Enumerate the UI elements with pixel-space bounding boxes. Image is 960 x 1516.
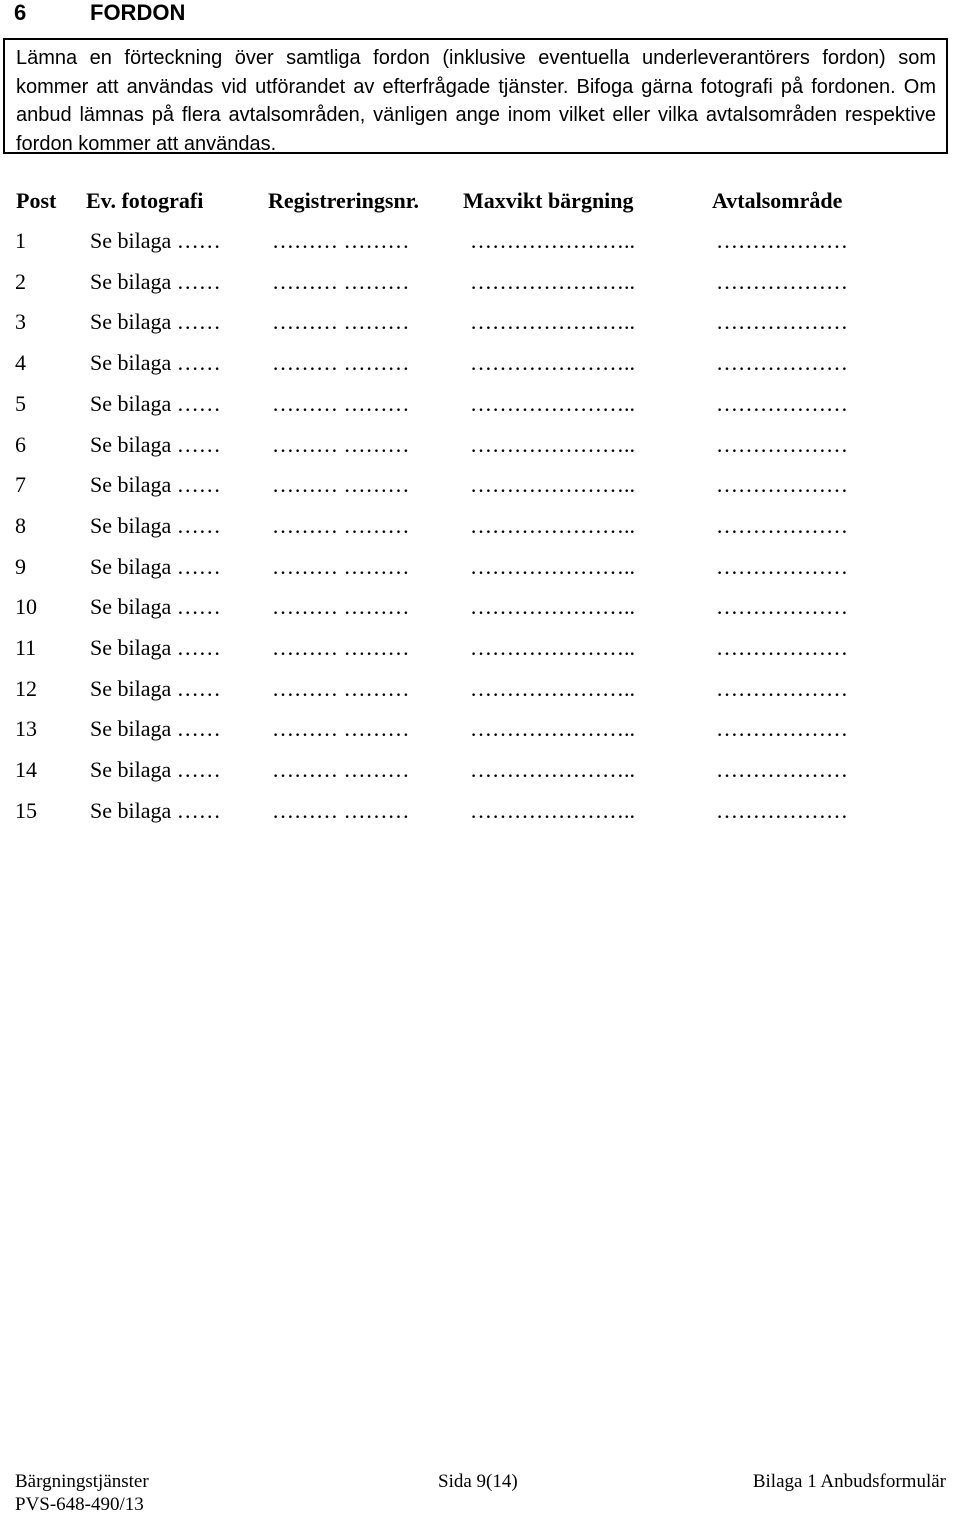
row-reg: ……… ……… [272, 512, 410, 538]
row-maxvikt: ………………….. [470, 268, 635, 294]
footer-reference: PVS-648-490/13 [15, 1494, 144, 1515]
table-row [0, 714, 960, 744]
row-reg: ……… ……… [272, 675, 410, 701]
row-foto: Se bilaga …… [90, 309, 221, 335]
row-post: 7 [15, 472, 26, 498]
row-omrade: ……………… [716, 594, 848, 620]
column-header-reg: Registreringsnr. [268, 188, 419, 213]
section-number: 6 [14, 0, 27, 25]
row-omrade: ……………… [716, 797, 848, 823]
section-title: FORDON [90, 0, 186, 25]
row-maxvikt: ………………….. [470, 350, 635, 376]
row-reg: ……… ……… [272, 309, 410, 335]
row-post: 8 [15, 512, 26, 538]
row-maxvikt: ………………….. [470, 757, 635, 783]
row-maxvikt: ………………….. [470, 797, 635, 823]
row-foto: Se bilaga …… [90, 390, 221, 416]
row-post: 1 [15, 228, 26, 253]
row-omrade: ……………… [716, 309, 848, 335]
table-row [0, 430, 960, 460]
row-foto: Se bilaga …… [90, 594, 221, 620]
row-maxvikt: ………………….. [470, 512, 635, 538]
row-reg: ……… ……… [272, 757, 410, 783]
row-foto: Se bilaga …… [90, 797, 221, 823]
row-foto: Se bilaga …… [90, 472, 221, 498]
row-maxvikt: ………………….. [470, 553, 635, 579]
table-row [0, 755, 960, 785]
row-foto: Se bilaga …… [90, 350, 221, 376]
row-omrade: ……………… [716, 228, 848, 253]
table-row [0, 267, 960, 297]
row-omrade: ……………… [716, 472, 848, 498]
row-omrade: ……………… [716, 553, 848, 579]
column-header-post: Post [16, 188, 57, 213]
table-row [0, 592, 960, 622]
row-maxvikt: ………………….. [470, 675, 635, 701]
row-omrade: ……………… [716, 512, 848, 538]
row-omrade: ……………… [716, 431, 848, 457]
row-maxvikt: ………………….. [470, 472, 635, 498]
footer-left: Bärgningstjänster [15, 1471, 149, 1492]
row-foto: Se bilaga …… [90, 228, 221, 253]
row-post: 6 [15, 431, 26, 457]
row-maxvikt: ………………….. [470, 716, 635, 742]
table-row [0, 796, 960, 826]
row-maxvikt: ………………….. [470, 635, 635, 660]
row-maxvikt: ………………….. [470, 228, 635, 253]
row-reg: ……… ……… [272, 797, 410, 823]
row-foto: Se bilaga …… [90, 553, 221, 579]
row-post: 13 [15, 716, 37, 742]
table-row [0, 226, 960, 256]
row-maxvikt: ………………….. [470, 431, 635, 457]
row-maxvikt: ………………….. [470, 594, 635, 620]
footer-page-number: Sida 9(14) [438, 1471, 518, 1492]
row-post: 5 [15, 390, 26, 416]
column-header-maxvikt: Maxvikt bärgning [463, 188, 634, 213]
row-foto: Se bilaga …… [90, 512, 221, 538]
row-reg: ……… ……… [272, 390, 410, 416]
instructions-text: Lämna en förteckning över samtliga fordon (inklusive eventuella underleverantörers fordon) som kommer att användas vid utförandet av efterfrågade tjänster. Bifoga gärna fotografi på fordonen. Om anbud lämnas på flera avtalsområden, vänligen ange inom vilket eller vilka avtalsområden respektive fordon kommer att användas. [16, 47, 936, 155]
table-row [0, 307, 960, 337]
row-post: 9 [15, 553, 26, 579]
row-omrade: ……………… [716, 268, 848, 294]
instructions-box [3, 38, 948, 154]
row-reg: ……… ……… [272, 228, 410, 253]
row-omrade: ……………… [716, 757, 848, 783]
table-row [0, 389, 960, 419]
column-header-foto: Ev. fotografi [86, 188, 204, 213]
row-reg: ……… ……… [272, 553, 410, 579]
row-post: 2 [15, 268, 26, 294]
table-row [0, 552, 960, 582]
row-post: 11 [15, 635, 37, 660]
row-maxvikt: ………………….. [470, 309, 635, 335]
row-post: 15 [15, 797, 37, 823]
table-row [0, 470, 960, 500]
footer-right: Bilaga 1 Anbudsformulär [752, 1471, 946, 1492]
section-heading [14, 0, 185, 26]
row-reg: ……… ……… [272, 472, 410, 498]
row-foto: Se bilaga …… [90, 675, 221, 701]
row-reg: ……… ……… [272, 594, 410, 620]
row-post: 14 [15, 757, 37, 783]
row-foto: Se bilaga …… [90, 757, 221, 783]
row-reg: ……… ……… [272, 635, 410, 660]
row-omrade: ……………… [716, 675, 848, 701]
row-omrade: ……………… [716, 350, 848, 376]
row-reg: ……… ……… [272, 431, 410, 457]
row-foto: Se bilaga …… [90, 635, 221, 660]
row-post: 10 [15, 594, 37, 620]
row-omrade: ……………… [716, 635, 848, 660]
row-reg: ……… ……… [272, 268, 410, 294]
row-maxvikt: ………………….. [470, 390, 635, 416]
table-row [0, 633, 960, 663]
row-reg: ……… ……… [272, 716, 410, 742]
row-omrade: ……………… [716, 390, 848, 416]
row-foto: Se bilaga …… [90, 431, 221, 457]
row-post: 3 [15, 309, 26, 335]
row-post: 4 [15, 350, 26, 376]
row-foto: Se bilaga …… [90, 716, 221, 742]
column-header-omrade: Avtalsområde [712, 188, 843, 213]
row-omrade: ……………… [716, 716, 848, 742]
table-row [0, 674, 960, 704]
row-post: 12 [15, 675, 37, 701]
row-reg: ……… ……… [272, 350, 410, 376]
row-foto: Se bilaga …… [90, 268, 221, 294]
table-row [0, 511, 960, 541]
table-row [0, 348, 960, 378]
